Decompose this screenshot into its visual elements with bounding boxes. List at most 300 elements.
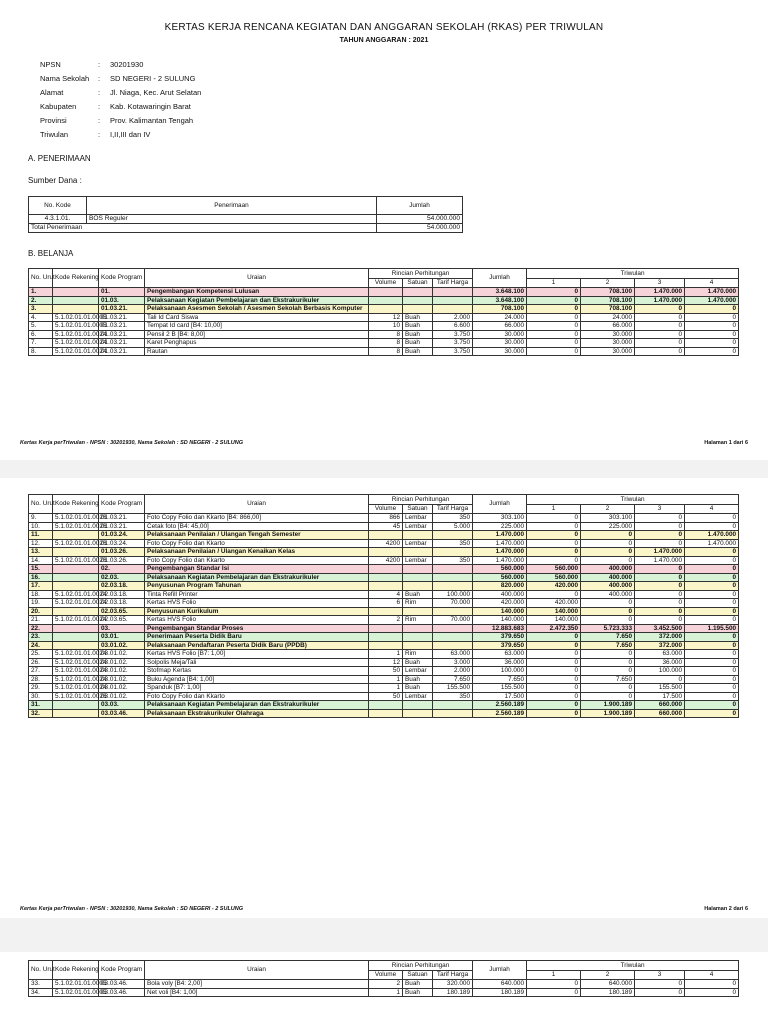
cell-kode-rekening: 5.1.02.01.01.0026 (53, 539, 99, 548)
cell-jumlah: 708.100 (473, 305, 527, 314)
table-row (29, 288, 739, 297)
cell-satuan: Buah (403, 675, 433, 684)
cell-t4: 0 (685, 313, 739, 322)
cell-t2: 0 (581, 607, 635, 616)
cell-t2: 180.189 (581, 988, 635, 997)
cell-uraian: Kertas HVS Folio (145, 616, 369, 625)
cell-t3: 0 (635, 514, 685, 523)
cell-uraian: Foto Copy Folio dan Kkarto (145, 556, 369, 565)
table-row (29, 624, 739, 633)
penerimaan-total-row: Total Penerimaan 54.000.000 (29, 224, 463, 233)
cell-t1: 0 (527, 650, 581, 659)
cell-uraian: Pelaksanaan Penilaian / Ulangan Tengah Semester (145, 531, 369, 540)
cell-satuan (403, 624, 433, 633)
cell-jumlah: 2.560.189 (473, 701, 527, 710)
table-row (29, 607, 739, 616)
belanja-header-row (29, 961, 739, 971)
cell-t3: 1.470.000 (635, 548, 685, 557)
cell-kode-program: 02. (99, 565, 145, 574)
cell-t2: 0 (581, 650, 635, 659)
cell-t4: 0 (685, 709, 739, 718)
cell-t4: 0 (685, 658, 739, 667)
cell-kode-rekening: 5.1.02.01.01.0026 (53, 556, 99, 565)
cell-tarif: 100.000 (433, 590, 473, 599)
cell-satuan: Buah (403, 313, 433, 322)
cell-no: 5. (29, 322, 53, 331)
cell-t3: 0 (635, 347, 685, 356)
cell-t1: 0 (527, 330, 581, 339)
cell-tarif (433, 582, 473, 591)
cell-t3: 0 (635, 322, 685, 331)
cell-uraian: Pelaksanaan Kegiatan Pembelajaran dan Ekstrakurikuler (145, 296, 369, 305)
cell-satuan (403, 607, 433, 616)
page-1 (0, 0, 768, 460)
cell-tarif: 70.000 (433, 599, 473, 608)
cell-t1: 0 (527, 296, 581, 305)
col-header-kode-rekening: Kode Rekening (53, 269, 99, 288)
cell-t2: 5.723.333 (581, 624, 635, 633)
cell-tarif (433, 633, 473, 642)
col-header-volume: Volume (369, 971, 403, 980)
cell-t1: 0 (527, 701, 581, 710)
cell-jumlah: 379.650 (473, 641, 527, 650)
cell-t1: 2.472.350 (527, 624, 581, 633)
info-row-alamat: Alamat : Jl. Niaga, Kec. Arut Selatan (40, 88, 202, 97)
cell-uraian: Net voli [B4: 1,00] (145, 988, 369, 997)
page-footer: Kertas Kerja perTriwulan - NPSN : 30201930, Nama Sekolah : SD NEGERI - 2 SULUNG Halaman 1 dari 6 (20, 440, 748, 446)
cell-no: 12. (29, 539, 53, 548)
cell-satuan: Lembar (403, 667, 433, 676)
cell-jumlah: 17.500 (473, 692, 527, 701)
col-header-jumlah: Jumlah (473, 961, 527, 980)
cell-no: 13. (29, 548, 53, 557)
cell-tarif: 3.750 (433, 330, 473, 339)
cell-tarif: 63.000 (433, 650, 473, 659)
col-header-uraian: Uraian (145, 495, 369, 514)
col-header-rincian-perhitungan: Rincian Perhitungan (369, 495, 473, 505)
cell-t3: 0 (635, 522, 685, 531)
cell-satuan: Buah (403, 322, 433, 331)
cell-satuan (403, 709, 433, 718)
cell-t3: 36.000 (635, 658, 685, 667)
cell-kode-program: 01.03.21. (99, 514, 145, 523)
cell-no: 4. (29, 313, 53, 322)
cell-tarif: 350 (433, 514, 473, 523)
cell-kode-program: 03.01.02. (99, 650, 145, 659)
cell-jumlah: 100.000 (473, 667, 527, 676)
cell-kode-rekening (53, 305, 99, 314)
cell-no: 15. (29, 565, 53, 574)
cell-uraian: Kertas HVS Folio [B7: 1,00] (145, 650, 369, 659)
cell-kode-program: 01.03.21. (99, 313, 145, 322)
cell-t4: 0 (685, 330, 739, 339)
cell-no: 18. (29, 590, 53, 599)
cell-t2: 0 (581, 692, 635, 701)
table-row (29, 330, 739, 339)
cell-kode-rekening: 5.1.02.01.01.0026 (53, 522, 99, 531)
cell-t1: 0 (527, 667, 581, 676)
cell-jumlah: 1.470.000 (473, 556, 527, 565)
cell-uraian: Tempat Id card [B4: 10,00] (145, 322, 369, 331)
cell-t4: 0 (685, 556, 739, 565)
cell-no: 21. (29, 616, 53, 625)
cell-jumlah: 155.500 (473, 684, 527, 693)
page-footer: Kertas Kerja perTriwulan - NPSN : 30201930, Nama Sekolah : SD NEGERI - 2 SULUNG Halaman 2 dari 6 (20, 906, 748, 912)
cell-jumlah: 3.648.100 (473, 288, 527, 297)
cell-satuan: Lembar (403, 514, 433, 523)
page-3 (0, 952, 768, 1024)
cell-t4: 1.470.000 (685, 539, 739, 548)
cell-t1: 0 (527, 539, 581, 548)
cell-volume: 50 (369, 692, 403, 701)
cell-t4: 0 (685, 565, 739, 574)
penerimaan-table (28, 196, 463, 233)
cell-uraian: Penerimaan Peserta Didik Baru (145, 633, 369, 642)
cell-t2: 7.650 (581, 675, 635, 684)
cell-t4: 0 (685, 582, 739, 591)
cell-satuan: Lembar (403, 539, 433, 548)
cell-kode-rekening (53, 607, 99, 616)
cell-t2: 1.900.189 (581, 701, 635, 710)
cell-t2: 400.000 (581, 573, 635, 582)
cell-uraian: Tali Id Card Siswa (145, 313, 369, 322)
cell-satuan: Rim (403, 599, 433, 608)
cell-tarif (433, 607, 473, 616)
penerimaan-header-row (29, 197, 463, 215)
cell-satuan: Buah (403, 339, 433, 348)
cell-kode-program: 01.03. (99, 296, 145, 305)
cell-kode-program: 02.03.18. (99, 582, 145, 591)
cell-jumlah: 560.000 (473, 565, 527, 574)
cell-t1: 0 (527, 522, 581, 531)
cell-t4: 0 (685, 322, 739, 331)
cell-t4: 0 (685, 641, 739, 650)
table-row (29, 522, 739, 531)
cell-satuan: Lembar (403, 556, 433, 565)
cell-tarif (433, 573, 473, 582)
cell-t1: 0 (527, 548, 581, 557)
cell-tarif: 3.750 (433, 339, 473, 348)
cell-t1: 420.000 (527, 582, 581, 591)
cell-satuan (403, 288, 433, 297)
cell-tarif: 7.650 (433, 675, 473, 684)
cell-no: 31. (29, 701, 53, 710)
cell-t2: 0 (581, 599, 635, 608)
cell-uraian: Pelaksanaan Kegiatan Pembelajaran dan Ekstrakurikuler (145, 701, 369, 710)
table-row (29, 616, 739, 625)
cell-t1: 0 (527, 980, 581, 989)
cell-t2: 225.000 (581, 522, 635, 531)
cell-satuan (403, 305, 433, 314)
cell-t2: 708.100 (581, 305, 635, 314)
cell-uraian: Pelaksanaan Pendaftaran Peserta Didik Baru (PPDB) (145, 641, 369, 650)
cell-no: 22. (29, 624, 53, 633)
col-header-volume: Volume (369, 279, 403, 288)
cell-volume: 45 (369, 522, 403, 531)
cell-t4: 0 (685, 573, 739, 582)
cell-t1: 140.000 (527, 607, 581, 616)
col-header-uraian: Uraian (145, 961, 369, 980)
cell-jumlah: 2.560.189 (473, 709, 527, 718)
cell-kode-program: 03.01.02. (99, 675, 145, 684)
col-header-no-urut: No. Urut (29, 495, 53, 514)
cell-kode-rekening: 5.1.02.01.01.0026 (53, 692, 99, 701)
cell-volume: 4200 (369, 556, 403, 565)
cell-t1: 0 (527, 988, 581, 997)
cell-t2: 1.900.189 (581, 709, 635, 718)
cell-tarif: 6.600 (433, 322, 473, 331)
cell-jumlah: 30.000 (473, 339, 527, 348)
cell-t2: 0 (581, 539, 635, 548)
table-row (29, 296, 739, 305)
cell-no: 10. (29, 522, 53, 531)
cell-no: 11. (29, 531, 53, 540)
cell-no: 29. (29, 684, 53, 693)
cell-volume (369, 607, 403, 616)
cell-jumlah: 140.000 (473, 616, 527, 625)
cell-kode-rekening: 5.1.02.01.01.0024 (53, 590, 99, 599)
table-row (29, 633, 739, 642)
col-header-t2: 2 (581, 971, 635, 980)
cell-satuan: Buah (403, 590, 433, 599)
cell-no: 27. (29, 667, 53, 676)
cell-t1: 140.000 (527, 616, 581, 625)
cell-jumlah: 1.470.000 (473, 531, 527, 540)
cell-t3: 0 (635, 565, 685, 574)
school-info (40, 58, 201, 142)
cell-kode-rekening (53, 573, 99, 582)
cell-tarif (433, 305, 473, 314)
table-row (29, 709, 739, 718)
cell-kode-program: 01.03.26. (99, 548, 145, 557)
cell-t3: 3.452.500 (635, 624, 685, 633)
cell-t1: 0 (527, 556, 581, 565)
cell-tarif: 2.000 (433, 667, 473, 676)
cell-uraian: Rautan (145, 347, 369, 356)
cell-t1: 560.000 (527, 573, 581, 582)
cell-kode-program: 03.03. (99, 701, 145, 710)
cell-t2: 30.000 (581, 347, 635, 356)
cell-volume (369, 709, 403, 718)
cell-t2: 30.000 (581, 339, 635, 348)
cell-no: 33. (29, 980, 53, 989)
cell-uraian: Penyusunan Kurikulum (145, 607, 369, 616)
cell-no: 3. (29, 305, 53, 314)
cell-t3: 0 (635, 980, 685, 989)
col-header-t3: 3 (635, 279, 685, 288)
cell-t2: 66.000 (581, 322, 635, 331)
cell-kode-rekening: 5.1.02.01.01.0024 (53, 658, 99, 667)
cell-satuan (403, 633, 433, 642)
cell-no: 1. (29, 288, 53, 297)
col-header-kode-rekening: Kode Rekening (53, 961, 99, 980)
cell-tarif: 350 (433, 556, 473, 565)
table-row (29, 590, 739, 599)
cell-t4: 0 (685, 988, 739, 997)
cell-t3: 660.000 (635, 709, 685, 718)
cell-kode-rekening (53, 531, 99, 540)
cell-t4: 0 (685, 650, 739, 659)
table-row (29, 322, 739, 331)
table-row (29, 599, 739, 608)
cell-t3: 0 (635, 330, 685, 339)
cell-tarif (433, 531, 473, 540)
col-header-satuan: Satuan (403, 505, 433, 514)
col-header-volume: Volume (369, 505, 403, 514)
cell-volume (369, 701, 403, 710)
cell-kode-rekening (53, 633, 99, 642)
cell-no: 28. (29, 675, 53, 684)
col-header-tarif: Tarif Harga (433, 971, 473, 980)
cell-volume: 1 (369, 988, 403, 997)
cell-kode-program: 03.03.46. (99, 988, 145, 997)
table-row (29, 650, 739, 659)
col-header-triwulan: Triwulan (527, 961, 739, 971)
section-belanja-title: B. BELANJA (28, 249, 74, 258)
cell-t1: 0 (527, 709, 581, 718)
cell-uraian: Pengembangan Standar Proses (145, 624, 369, 633)
cell-uraian: Buku Agenda [B4: 1,00] (145, 675, 369, 684)
table-row (29, 339, 739, 348)
cell-jumlah: 3.648.100 (473, 296, 527, 305)
cell-volume (369, 624, 403, 633)
cell-kode-rekening (53, 565, 99, 574)
cell-t2: 400.000 (581, 590, 635, 599)
cell-uraian: Karet Penghapus (145, 339, 369, 348)
cell-t2: 30.000 (581, 330, 635, 339)
cell-t1: 0 (527, 675, 581, 684)
cell-tarif: 350 (433, 692, 473, 701)
cell-volume: 12 (369, 313, 403, 322)
cell-volume: 866 (369, 514, 403, 523)
cell-kode-rekening: 5.1.02.01.01.0005 (53, 322, 99, 331)
cell-kode-rekening: 5.1.02.01.01.0024 (53, 339, 99, 348)
col-header-no-urut: No. Urut (29, 961, 53, 980)
cell-kode-rekening (53, 624, 99, 633)
cell-jumlah: 180.189 (473, 988, 527, 997)
cell-volume: 8 (369, 339, 403, 348)
cell-t3: 155.500 (635, 684, 685, 693)
cell-uraian: Pelaksanaan Penilaian / Ulangan Kenaikan Kelas (145, 548, 369, 557)
cell-jumlah: 820.000 (473, 582, 527, 591)
cell-t2: 303.100 (581, 514, 635, 523)
col-header-t4: 4 (685, 279, 739, 288)
cell-t2: 0 (581, 684, 635, 693)
cell-satuan (403, 565, 433, 574)
page-2 (0, 478, 768, 918)
cell-satuan: Rim (403, 616, 433, 625)
table-row (29, 313, 739, 322)
table-row (29, 347, 739, 356)
cell-t1: 0 (527, 339, 581, 348)
col-header-kode: No. Kode (29, 197, 87, 215)
cell-volume (369, 531, 403, 540)
info-row-provinsi: Provinsi : Prov. Kalimantan Tengah (40, 116, 194, 125)
cell-t4: 0 (685, 590, 739, 599)
cell-tarif: 3.750 (433, 347, 473, 356)
cell-jumlah: 30.000 (473, 330, 527, 339)
cell-volume: 4 (369, 590, 403, 599)
cell-kode-program: 01.03.21. (99, 322, 145, 331)
cell-tarif: 180.189 (433, 988, 473, 997)
cell-jumlah: 24.000 (473, 313, 527, 322)
cell-t3: 0 (635, 573, 685, 582)
cell-uraian: Kertas HVS Folio (145, 599, 369, 608)
cell-no: 9. (29, 514, 53, 523)
cell-jumlah: 303.100 (473, 514, 527, 523)
cell-volume (369, 565, 403, 574)
cell-uraian: Spanduk [B7: 1,00] (145, 684, 369, 693)
cell-t1: 0 (527, 531, 581, 540)
cell-t1: 0 (527, 684, 581, 693)
col-header-kode-rekening: Kode Rekening (53, 495, 99, 514)
cell-satuan: Lembar (403, 522, 433, 531)
cell-t4: 0 (685, 980, 739, 989)
cell-satuan (403, 701, 433, 710)
cell-t3: 372.000 (635, 641, 685, 650)
cell-kode-program: 01.03.21. (99, 339, 145, 348)
cell-t2: 400.000 (581, 582, 635, 591)
table-row (29, 684, 739, 693)
cell-kode-rekening (53, 296, 99, 305)
col-header-t1: 1 (527, 279, 581, 288)
cell-kode-program: 03.01.02. (99, 641, 145, 650)
cell-kode-rekening: 5.1.02.01.01.0024 (53, 667, 99, 676)
cell-uraian: Pelaksanaan Asesmen Sekolah / Asesmen Sekolah Berbasis Komputer (145, 305, 369, 314)
cell-kode-rekening: 5.1.02.01.01.0024 (53, 650, 99, 659)
cell-kode-rekening: 5.1.02.01.01.0024 (53, 616, 99, 625)
cell-kode-program: 02.03.65. (99, 616, 145, 625)
cell-volume (369, 288, 403, 297)
table-row (29, 988, 739, 997)
cell-t4: 0 (685, 607, 739, 616)
col-header-t3: 3 (635, 505, 685, 514)
cell-jumlah: 420.000 (473, 599, 527, 608)
cell-kode-program: 01.03.24. (99, 539, 145, 548)
cell-kode-rekening (53, 709, 99, 718)
cell-kode-program: 01.03.21. (99, 522, 145, 531)
cell-kode-rekening: 5.1.02.01.01.0024 (53, 684, 99, 693)
cell-t4: 0 (685, 616, 739, 625)
cell-kode-program: 02.03.65. (99, 607, 145, 616)
cell-t4: 0 (685, 684, 739, 693)
cell-volume (369, 305, 403, 314)
cell-tarif: 155.500 (433, 684, 473, 693)
cell-t3: 0 (635, 988, 685, 997)
cell-uraian: Solpolis Meja/Tali (145, 658, 369, 667)
cell-kode-program: 03.03.46. (99, 709, 145, 718)
cell-t1: 0 (527, 514, 581, 523)
cell-t3: 0 (635, 616, 685, 625)
cell-t2: 0 (581, 616, 635, 625)
page-separator (0, 460, 768, 478)
cell-t4: 1.470.000 (685, 531, 739, 540)
cell-t4: 1.470.000 (685, 288, 739, 297)
info-row-nama-sekolah: Nama Sekolah : SD NEGERI - 2 SULUNG (40, 74, 196, 83)
cell-tarif: 2.000 (433, 313, 473, 322)
cell-t3: 660.000 (635, 701, 685, 710)
cell-t3: 17.500 (635, 692, 685, 701)
table-row (29, 565, 739, 574)
cell-t1: 0 (527, 590, 581, 599)
cell-kode-program: 01.03.21. (99, 305, 145, 314)
cell-t3: 1.470.000 (635, 556, 685, 565)
cell-volume: 1 (369, 675, 403, 684)
cell-tarif: 3.000 (433, 658, 473, 667)
cell-tarif: 350 (433, 539, 473, 548)
col-header-t4: 4 (685, 505, 739, 514)
cell-kode-rekening: 5.1.02.01.01.0024 (53, 599, 99, 608)
